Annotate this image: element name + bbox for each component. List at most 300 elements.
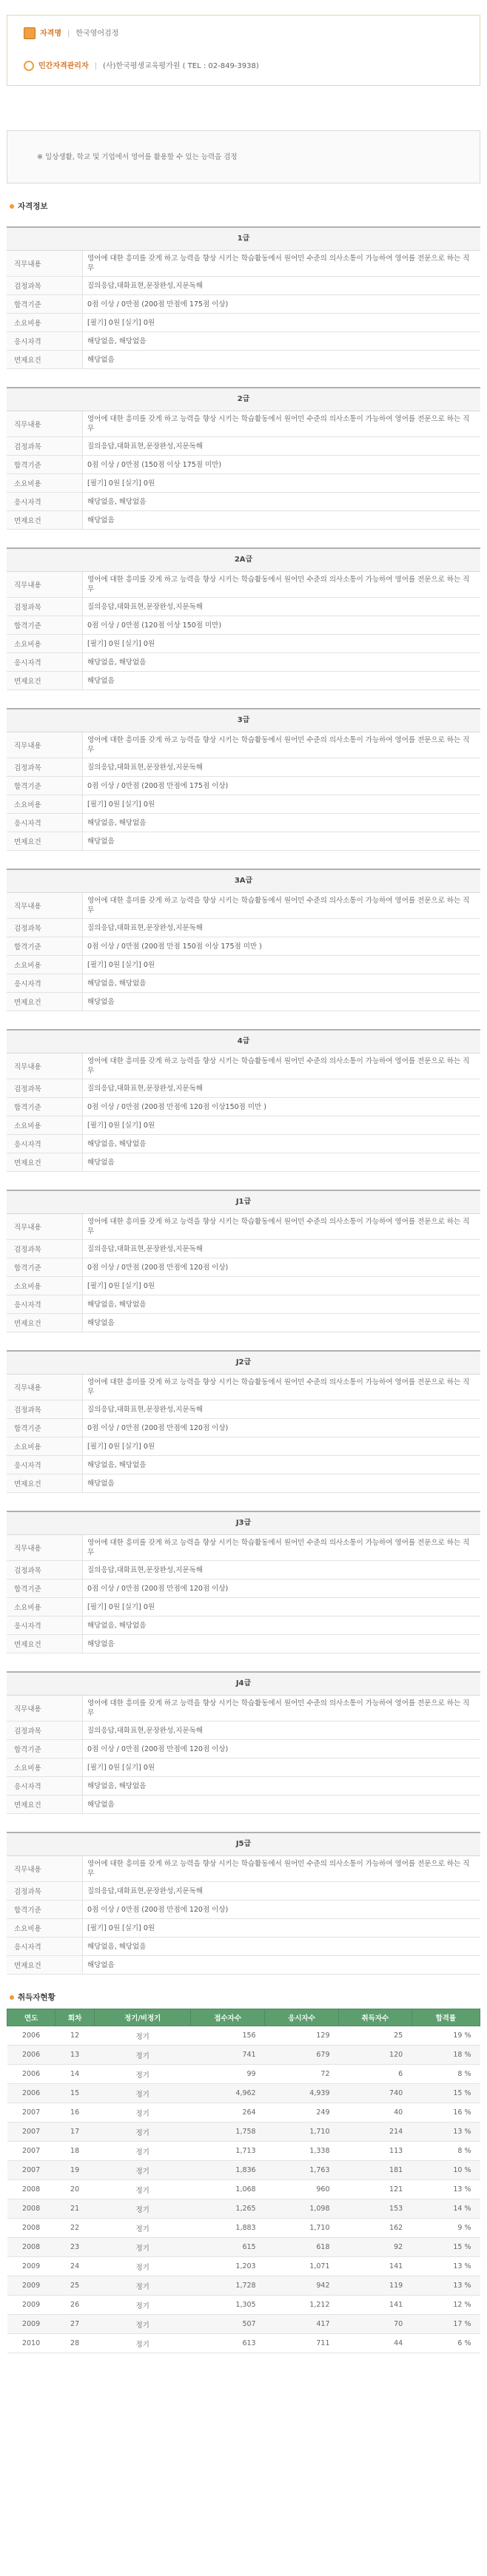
table-cell: 19 % (412, 2026, 480, 2046)
grade-row-label: 검정과목 (7, 1561, 83, 1579)
grade-row-time (7, 956, 480, 974)
grade-row-label: 직무내용 (7, 572, 83, 597)
grade-row-label: 합격기준 (7, 1419, 83, 1437)
table-cell: 1,836 (191, 2161, 265, 2180)
stats-header-cell: 접수자수 (191, 2009, 265, 2026)
table-cell: 942 (265, 2276, 339, 2296)
grade-row-label: 응시자격 (7, 974, 83, 992)
table-cell: 정기 (95, 2238, 191, 2257)
section-title-text: 자격정보 (18, 202, 48, 211)
grade-row-value: 영어에 대한 흥미를 갖게 하고 능력을 향상 시키는 학습활동에서 원어민 수준의 의사소통이 가능하여 영어를 전문으로 하는 직무 (87, 1218, 470, 1235)
grade-row-label: 응시자격 (7, 1456, 83, 1474)
grade-row-value: 해당없음 (87, 1800, 115, 1809)
description-box (7, 130, 480, 183)
table-cell: 1,713 (191, 2142, 265, 2161)
grade-row-value: 질의응답,대화표현,문장완성,지문독해 (87, 1726, 203, 1735)
grade-row-value: 해당없음 (87, 1479, 115, 1488)
grade-title: 4급 (7, 1031, 480, 1053)
grade-row-label: 검정과목 (7, 598, 83, 616)
table-cell: 1,071 (265, 2257, 339, 2276)
table-cell: 정기 (95, 2219, 191, 2238)
table-cell: 92 (339, 2238, 412, 2257)
cert-name-label: 자격명 (40, 30, 61, 38)
grade-row-label: 응시자격 (7, 493, 83, 510)
grade-title: J2급 (7, 1352, 480, 1375)
table-cell: 1,728 (191, 2276, 265, 2296)
grade-row-duty (7, 411, 480, 437)
grade-row-value: 0점 이상 / 0만점 (200점 만점에 120점 이상) (87, 1584, 229, 1593)
table-cell: 2006 (7, 2065, 56, 2084)
grade-row-label: 면제요건 (7, 1796, 83, 1813)
grade-row-label: 직무내용 (7, 1375, 83, 1400)
grade-row-value: 해당없음 (87, 997, 115, 1006)
grade-row-label: 직무내용 (7, 1856, 83, 1881)
grade-row-label: 응시자격 (7, 332, 83, 350)
grade-row-label: 소요비용 (7, 956, 83, 974)
header-info-box (7, 15, 480, 86)
table-cell: 22 (56, 2219, 95, 2238)
grade-row-time (7, 1277, 480, 1295)
grade-row-label: 검정과목 (7, 277, 83, 294)
separator: | (67, 30, 70, 38)
grade-row-value: 해당없음 (87, 1960, 115, 1969)
table-row (7, 2161, 480, 2180)
table-cell: 679 (265, 2046, 339, 2065)
stats-header-cell: 연도 (7, 2009, 56, 2026)
table-cell: 4,939 (265, 2084, 339, 2103)
certificate-icon (24, 27, 36, 39)
grade-title: 1급 (7, 228, 480, 251)
grade-row-label: 검정과목 (7, 437, 83, 455)
table-cell: 2006 (7, 2026, 56, 2046)
grade-row-label: 면제요건 (7, 1314, 83, 1332)
grade-row-value: 0점 이상 / 0만점 (200점 만점에 120점 이상) (87, 1263, 229, 1272)
grade-row-value: 영어에 대한 흥미를 갖게 하고 능력을 향상 시키는 학습활동에서 원어민 수준의 의사소통이 가능하여 영어를 전문으로 하는 직무 (87, 576, 470, 593)
table-cell: 507 (191, 2315, 265, 2334)
grade-row-value: 해당없음, 해당없음 (87, 1460, 147, 1469)
table-cell: 정기 (95, 2180, 191, 2199)
table-cell: 9 % (412, 2219, 480, 2238)
table-cell: 121 (339, 2180, 412, 2199)
grade-row-value: 해당없음, 해당없음 (87, 658, 147, 667)
table-cell: 16 (56, 2103, 95, 2122)
grade-row-exemption (7, 1635, 480, 1653)
grade-row-value: 해당없음, 해당없음 (87, 1300, 147, 1309)
table-cell: 141 (339, 2296, 412, 2315)
table-cell: 6 % (412, 2334, 480, 2353)
table-cell: 2009 (7, 2257, 56, 2276)
table-cell: 2007 (7, 2142, 56, 2161)
grade-block (7, 226, 480, 369)
table-cell: 정기 (95, 2315, 191, 2334)
grade-row-subjects (7, 1240, 480, 1258)
grade-block (7, 1671, 480, 1814)
grade-row-time (7, 474, 480, 493)
table-cell: 72 (265, 2065, 339, 2084)
grade-row-label: 직무내용 (7, 893, 83, 918)
grade-row-value: 질의응답,대화표현,문장완성,지문독해 (87, 1084, 203, 1093)
stats-header-cell: 합격률 (412, 2009, 480, 2026)
stats-header-cell: 취득자수 (339, 2009, 412, 2026)
table-cell: 740 (339, 2084, 412, 2103)
table-row (7, 2180, 480, 2199)
table-cell: 44 (339, 2334, 412, 2353)
grade-row-label: 면제요건 (7, 1956, 83, 1974)
table-cell: 2006 (7, 2084, 56, 2103)
table-cell: 정기 (95, 2026, 191, 2046)
separator: | (94, 62, 97, 70)
grade-row-duty (7, 893, 480, 919)
grade-title: 2A급 (7, 549, 480, 572)
grade-row-label: 직무내용 (7, 1696, 83, 1721)
grade-row-pass (7, 777, 480, 795)
table-cell: 13 % (412, 2257, 480, 2276)
table-cell: 119 (339, 2276, 412, 2296)
grade-row-label: 직무내용 (7, 1053, 83, 1079)
grade-row-value: 영어에 대한 흥미를 갖게 하고 능력을 향상 시키는 학습활동에서 원어민 수준의 의사소통이 가능하여 영어를 전문으로 하는 직무 (87, 1860, 470, 1878)
grade-title: J3급 (7, 1512, 480, 1535)
stats-body (7, 2026, 480, 2353)
table-cell: 1,758 (191, 2122, 265, 2142)
grade-row-label: 직무내용 (7, 411, 83, 436)
table-cell: 15 % (412, 2238, 480, 2257)
grade-row-label: 합격기준 (7, 1901, 83, 1918)
grade-row-value: 해당없음, 해당없음 (87, 1781, 147, 1790)
table-cell: 28 (56, 2334, 95, 2353)
grade-row-value: 질의응답,대화표현,문장완성,지문독해 (87, 1405, 203, 1414)
table-cell: 25 (56, 2276, 95, 2296)
table-cell: 정기 (95, 2084, 191, 2103)
table-cell: 129 (265, 2026, 339, 2046)
table-cell: 18 (56, 2142, 95, 2161)
grade-row-label: 직무내용 (7, 1535, 83, 1560)
grade-row-value: 0점 이상 / 0만점 (200점 만점에 175점 이상) (87, 781, 229, 790)
grade-title: 3A급 (7, 870, 480, 893)
stats-header-cell: 정기/비정기 (95, 2009, 191, 2026)
table-cell: 249 (265, 2103, 339, 2122)
grade-row-exemption (7, 511, 480, 530)
grade-row-time (7, 795, 480, 814)
table-cell: 정기 (95, 2142, 191, 2161)
table-row (7, 2103, 480, 2122)
table-cell: 13 % (412, 2276, 480, 2296)
grade-row-label: 합격기준 (7, 295, 83, 313)
table-cell: 12 (56, 2026, 95, 2046)
grade-block (7, 708, 480, 851)
grade-title: J4급 (7, 1673, 480, 1696)
table-cell: 741 (191, 2046, 265, 2065)
table-cell: 16 % (412, 2103, 480, 2122)
grade-row-value: 0점 이상 / 0만점 (200점 만점에 120점 이상) (87, 1905, 229, 1914)
grade-row-label: 소요비용 (7, 1116, 83, 1134)
grade-row-pass (7, 1901, 480, 1919)
grade-row-time (7, 1437, 480, 1456)
grade-block (7, 869, 480, 1011)
grade-row-pass (7, 1579, 480, 1598)
table-cell: 24 (56, 2257, 95, 2276)
grade-row-label: 합격기준 (7, 937, 83, 955)
grade-row-label: 검정과목 (7, 1882, 83, 1900)
grade-row-label: 검정과목 (7, 1240, 83, 1258)
grade-row-value: 영어에 대한 흥미를 갖게 하고 능력을 향상 시키는 학습활동에서 원어민 수준의 의사소통이 가능하여 영어를 전문으로 하는 직무 (87, 415, 470, 433)
grade-row-exemption (7, 672, 480, 690)
grade-row-value: [필기] 0원 [실기] 0원 (87, 1121, 155, 1130)
grade-row-pass (7, 1740, 480, 1759)
section-title-text: 취득자현황 (18, 1993, 56, 2002)
table-cell: 1,710 (265, 2219, 339, 2238)
grade-row-label: 합격기준 (7, 777, 83, 795)
grade-row-value: 해당없음, 해당없음 (87, 1621, 147, 1630)
grade-row-value: [필기] 0원 [실기] 0원 (87, 1602, 155, 1611)
grade-row-time (7, 1759, 480, 1777)
grade-row-value: 해당없음 (87, 676, 115, 685)
grade-row-value: 영어에 대한 흥미를 갖게 하고 능력을 향상 시키는 학습활동에서 원어민 수준의 의사소통이 가능하여 영어를 전문으로 하는 직무 (87, 254, 470, 272)
table-cell: 711 (265, 2334, 339, 2353)
page-container (7, 15, 480, 2353)
grade-row-value: 해당없음, 해당없음 (87, 497, 147, 506)
grade-row-value: [필기] 0원 [실기] 0원 (87, 479, 155, 488)
grade-row-exemption (7, 832, 480, 851)
grade-row-pass (7, 295, 480, 314)
grade-block (7, 1511, 480, 1653)
grade-title: 2급 (7, 388, 480, 411)
table-cell: 2008 (7, 2180, 56, 2199)
table-cell: 정기 (95, 2046, 191, 2065)
cert-name-row (24, 26, 118, 42)
grade-title: J1급 (7, 1191, 480, 1214)
grade-row-subjects (7, 437, 480, 456)
grade-row-pass (7, 1098, 480, 1116)
grade-row-label: 합격기준 (7, 1258, 83, 1276)
table-cell: 15 (56, 2084, 95, 2103)
grade-row-value: 해당없음, 해당없음 (87, 337, 147, 345)
table-cell: 162 (339, 2219, 412, 2238)
grade-row-label: 직무내용 (7, 251, 83, 276)
grade-row-value: 질의응답,대화표현,문장완성,지문독해 (87, 442, 203, 451)
grade-row-exemption (7, 1153, 480, 1172)
description-text: ※ 일상생활, 학교 및 기업에서 영어를 활용할 수 있는 능력을 검정 (37, 153, 238, 161)
grade-row-value: 0점 이상 / 0만점 (200점 만점에 120점 이상) (87, 1744, 229, 1753)
table-row (7, 2142, 480, 2161)
grade-row-value: 해당없음, 해당없음 (87, 1942, 147, 1951)
table-cell: 613 (191, 2334, 265, 2353)
table-cell: 정기 (95, 2334, 191, 2353)
grade-row-eligibility (7, 653, 480, 672)
grade-row-pass (7, 1258, 480, 1277)
grade-row-label: 소요비용 (7, 795, 83, 813)
grade-row-label: 응시자격 (7, 1135, 83, 1153)
stats-header-cell: 응시자수 (265, 2009, 339, 2026)
table-cell: 18 % (412, 2046, 480, 2065)
grade-row-subjects (7, 1882, 480, 1901)
table-cell: 17 % (412, 2315, 480, 2334)
table-cell: 615 (191, 2238, 265, 2257)
grade-row-value: 0점 이상 / 0만점 (200점 만점 150점 이상 175점 미만 ) (87, 942, 262, 951)
table-cell: 6 (339, 2065, 412, 2084)
grade-row-eligibility (7, 1295, 480, 1314)
grade-row-value: 해당없음, 해당없음 (87, 1139, 147, 1148)
grade-row-label: 응시자격 (7, 1777, 83, 1795)
table-cell: 70 (339, 2315, 412, 2334)
table-cell: 정기 (95, 2296, 191, 2315)
table-cell: 10 % (412, 2161, 480, 2180)
grade-row-value: 해당없음, 해당없음 (87, 979, 147, 988)
table-cell: 정기 (95, 2276, 191, 2296)
table-cell: 정기 (95, 2065, 191, 2084)
grade-row-label: 직무내용 (7, 732, 83, 758)
grade-block (7, 1029, 480, 1172)
grade-row-eligibility (7, 1616, 480, 1635)
table-cell: 17 (56, 2122, 95, 2142)
grade-row-label: 면제요건 (7, 351, 83, 368)
grade-row-duty (7, 1375, 480, 1400)
grade-row-value: 영어에 대한 흥미를 갖게 하고 능력을 향상 시키는 학습활동에서 원어민 수준의 의사소통이 가능하여 영어를 전문으로 하는 직무 (87, 1539, 470, 1557)
grade-row-label: 응시자격 (7, 1616, 83, 1634)
grade-row-eligibility (7, 1938, 480, 1956)
table-cell: 1,203 (191, 2257, 265, 2276)
grade-row-value: 0점 이상 / 0만점 (200점 만점에 175점 이상) (87, 300, 229, 308)
grade-row-duty (7, 1856, 480, 1882)
table-row (7, 2122, 480, 2142)
table-cell: 15 % (412, 2084, 480, 2103)
grade-row-value: 질의응답,대화표현,문장완성,지문독해 (87, 602, 203, 611)
grade-row-time (7, 635, 480, 653)
grade-row-label: 응시자격 (7, 1938, 83, 1955)
grade-row-value: [필기] 0원 [실기] 0원 (87, 318, 155, 327)
grade-row-value: [필기] 0원 [실기] 0원 (87, 1281, 155, 1290)
grade-block (7, 387, 480, 530)
grade-row-time (7, 1598, 480, 1616)
table-row (7, 2065, 480, 2084)
organization-icon (24, 61, 34, 71)
grade-row-duty (7, 251, 480, 277)
grade-row-exemption (7, 1474, 480, 1493)
table-cell: 1,763 (265, 2161, 339, 2180)
grade-row-label: 소요비용 (7, 1598, 83, 1616)
table-cell: 1,338 (265, 2142, 339, 2161)
grade-row-value: 질의응답,대화표현,문장완성,지문독해 (87, 1244, 203, 1253)
grade-row-value: 질의응답,대화표현,문장완성,지문독해 (87, 281, 203, 290)
table-cell: 27 (56, 2315, 95, 2334)
grade-row-exemption (7, 1796, 480, 1814)
grade-title: 3급 (7, 709, 480, 732)
table-cell: 1,305 (191, 2296, 265, 2315)
grade-row-value: 질의응답,대화표현,문장완성,지문독해 (87, 1887, 203, 1895)
table-row (7, 2257, 480, 2276)
grade-row-eligibility (7, 1135, 480, 1153)
grade-row-label: 검정과목 (7, 1079, 83, 1097)
table-cell: 1,068 (191, 2180, 265, 2199)
table-cell: 153 (339, 2199, 412, 2219)
org-label: 민간자격관리자 (38, 62, 89, 70)
grade-row-label: 응시자격 (7, 1295, 83, 1313)
table-cell: 8 % (412, 2065, 480, 2084)
grade-row-value: 해당없음, 해당없음 (87, 818, 147, 827)
table-row (7, 2276, 480, 2296)
table-cell: 2008 (7, 2199, 56, 2219)
table-cell: 2008 (7, 2219, 56, 2238)
table-cell: 20 (56, 2180, 95, 2199)
grade-row-label: 합격기준 (7, 1579, 83, 1597)
grade-row-value: 영어에 대한 흥미를 갖게 하고 능력을 향상 시키는 학습활동에서 원어민 수준의 의사소통이 가능하여 영어를 전문으로 하는 직무 (87, 1378, 470, 1396)
grade-row-label: 면제요건 (7, 993, 83, 1011)
table-cell: 2007 (7, 2161, 56, 2180)
grade-row-pass (7, 1419, 480, 1437)
grade-row-value: 해당없음 (87, 1639, 115, 1648)
table-cell: 14 (56, 2065, 95, 2084)
table-cell: 정기 (95, 2199, 191, 2219)
grade-row-duty (7, 1053, 480, 1079)
section-title-qualification (7, 200, 480, 213)
table-cell: 19 (56, 2161, 95, 2180)
table-cell: 26 (56, 2296, 95, 2315)
grade-row-label: 소요비용 (7, 1759, 83, 1776)
table-row (7, 2084, 480, 2103)
grade-row-value: 영어에 대한 흥미를 갖게 하고 능력을 향상 시키는 학습활동에서 원어민 수준의 의사소통이 가능하여 영어를 전문으로 하는 직무 (87, 1057, 470, 1075)
table-cell: 120 (339, 2046, 412, 2065)
grade-row-value: 0점 이상 / 0만점 (150점 이상 175점 미만) (87, 460, 222, 469)
grade-row-duty (7, 1696, 480, 1722)
grade-row-label: 검정과목 (7, 1400, 83, 1418)
table-cell: 정기 (95, 2257, 191, 2276)
org-value: (사)한국평생교육평가원 ( TEL : 02-849-3938) (103, 62, 259, 70)
table-cell: 264 (191, 2103, 265, 2122)
grade-row-label: 소요비용 (7, 1277, 83, 1295)
grade-row-subjects (7, 598, 480, 616)
grade-row-time (7, 1116, 480, 1135)
table-cell: 960 (265, 2180, 339, 2199)
grade-row-label: 응시자격 (7, 814, 83, 832)
table-cell: 13 (56, 2046, 95, 2065)
cert-name-value: 한국영어검정 (75, 30, 119, 38)
grade-row-label: 소요비용 (7, 474, 83, 492)
grade-block (7, 1190, 480, 1332)
table-cell: 214 (339, 2122, 412, 2142)
grade-row-exemption (7, 351, 480, 369)
table-cell: 99 (191, 2065, 265, 2084)
table-cell: 40 (339, 2103, 412, 2122)
grade-row-eligibility (7, 493, 480, 511)
stats-header-row (7, 2009, 480, 2026)
table-cell: 14 % (412, 2199, 480, 2219)
grade-row-duty (7, 1214, 480, 1240)
grade-row-value: 영어에 대한 흥미를 갖게 하고 능력을 향상 시키는 학습활동에서 원어민 수준의 의사소통이 가능하여 영어를 전문으로 하는 직무 (87, 1699, 470, 1717)
table-cell: 2007 (7, 2103, 56, 2122)
table-cell: 2009 (7, 2276, 56, 2296)
grade-row-exemption (7, 1956, 480, 1975)
table-cell: 1,265 (191, 2199, 265, 2219)
grade-row-label: 검정과목 (7, 919, 83, 937)
grade-row-value: [필기] 0원 [실기] 0원 (87, 960, 155, 969)
table-row (7, 2296, 480, 2315)
table-cell: 25 (339, 2026, 412, 2046)
table-cell: 1,098 (265, 2199, 339, 2219)
grade-row-subjects (7, 1561, 480, 1579)
grade-row-value: [필기] 0원 [실기] 0원 (87, 800, 155, 809)
table-cell: 4,962 (191, 2084, 265, 2103)
grade-row-label: 면제요건 (7, 832, 83, 850)
grade-row-label: 직무내용 (7, 1214, 83, 1239)
table-cell: 정기 (95, 2103, 191, 2122)
grade-row-value: 해당없음 (87, 355, 115, 364)
grade-row-value: [필기] 0원 [실기] 0원 (87, 1923, 155, 1932)
grade-row-value: [필기] 0원 [실기] 0원 (87, 1442, 155, 1451)
grade-row-exemption (7, 993, 480, 1011)
table-cell: 13 % (412, 2122, 480, 2142)
grade-row-subjects (7, 1722, 480, 1740)
table-cell: 2006 (7, 2046, 56, 2065)
grade-row-duty (7, 1535, 480, 1561)
